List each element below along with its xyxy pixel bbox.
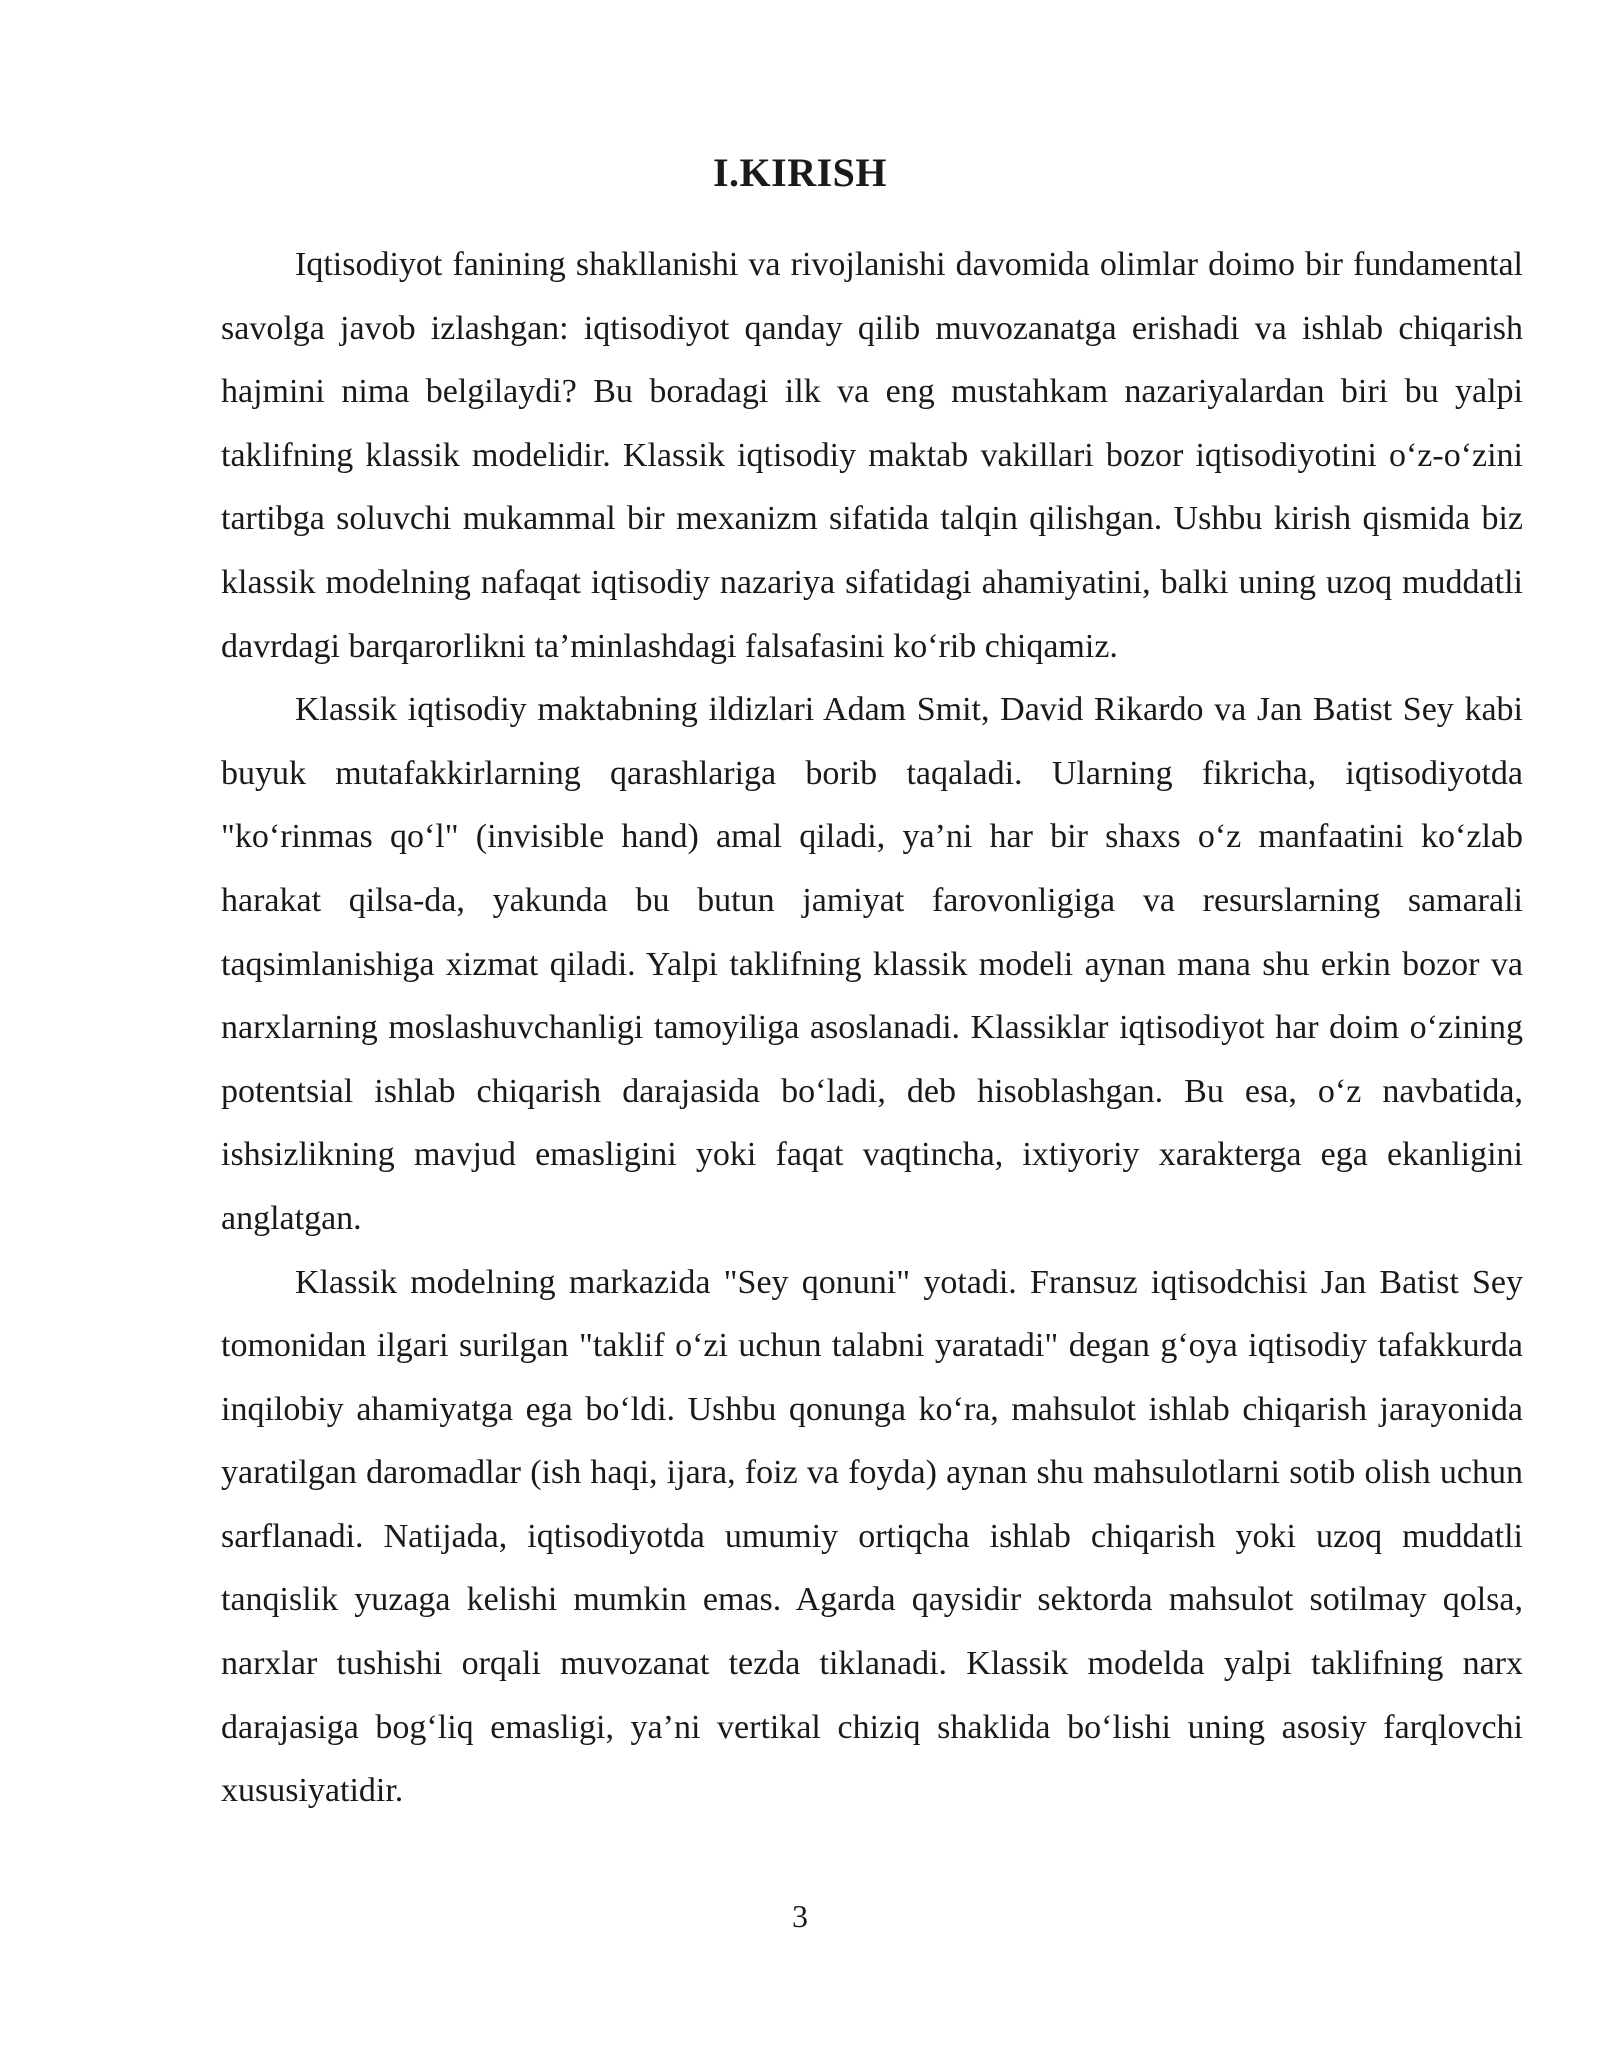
paragraph: Iqtisodiyot fanining shakllanishi va rivojlanishi davomida olimlar doimo bir fundamental savolga javob izlashgan: iqtisodiyot qanday qilib muvozanatga erishadi va ishlab chiqarish hajmini nima belgilaydi? Bu boradagi ilk va eng mustahkam nazariyalardan biri bu yalpi taklifning klassik modelidir. Klassik iqtisodiy maktab vakillari bozor iqtisodiyotini o‘z-o‘zini tartibga soluvchi mukammal bir mexanizm sifatida talqin qilishgan. Ushbu kirish qismida biz klassik modelning nafaqat iqtisodiy nazariya sifatidagi ahamiyatini, balki uning uzoq muddatli davrdagi barqarorlikni ta’minlashdagi falsafasini ko‘rib chiqamiz. [221,246,1523,665]
document-body [221,233,1523,1823]
paragraph: Klassik iqtisodiy maktabning ildizlari Adam Smit, David Rikardo va Jan Batist Sey kabi buyuk mutafakkirlarning qarashlariga borib taqaladi. Ularning fikricha, iqtisodiyotda "ko‘rinmas qo‘l" (invisible hand) amal qiladi, ya’ni har bir shaxs o‘z manfaatini ko‘zlab harakat qilsa-da, yakunda bu butun jamiyat farovonligiga va resurslarning samarali taqsimlanishiga xizmat qiladi. Yalpi taklifning klassik modeli aynan mana shu erkin bozor va narxlarning moslashuvchanligi tamoyiliga asoslanadi. Klassiklar iqtisodiyot har doim o‘zining potentsial ishlab chiqarish darajasida bo‘ladi, deb hisoblashgan. Bu esa, o‘z navbatida, ishsizlikning mavjud emasligini yoki faqat vaqtincha, ixtiyoriy xarakterga ega ekanligini anglatgan. [221,691,1523,1237]
paragraph: Klassik modelning markazida "Sey qonuni" yotadi. Fransuz iqtisodchisi Jan Batist Sey tomonidan ilgari surilgan "taklif o‘zi uchun talabni yaratadi" degan g‘oya iqtisodiy tafakkurda inqilobiy ahamiyatga ega bo‘ldi. Ushbu qonunga ko‘ra, mahsulot ishlab chiqarish jarayonida yaratilgan daromadlar (ish haqi, ijara, foiz va foyda) aynan shu mahsulotlarni sotib olish uchun sarflanadi. Natijada, iqtisodiyotda umumiy ortiqcha ishlab chiqarish yoki uzoq muddatli tanqislik yuzaga kelishi mumkin emas. Agarda qaysidir sektorda mahsulot sotilmay qolsa, narxlar tushishi orqali muvozanat tezda tiklanadi. Klassik modelda yalpi taklifning narx darajasiga bog‘liq emasligi, ya’ni vertikal chiziq shaklida bo‘lishi uning asosiy farqlovchi xususiyatidir. [221,1263,1523,1810]
page-number: 3 [792,1898,808,1934]
section-heading: I.KIRISH [712,150,888,195]
